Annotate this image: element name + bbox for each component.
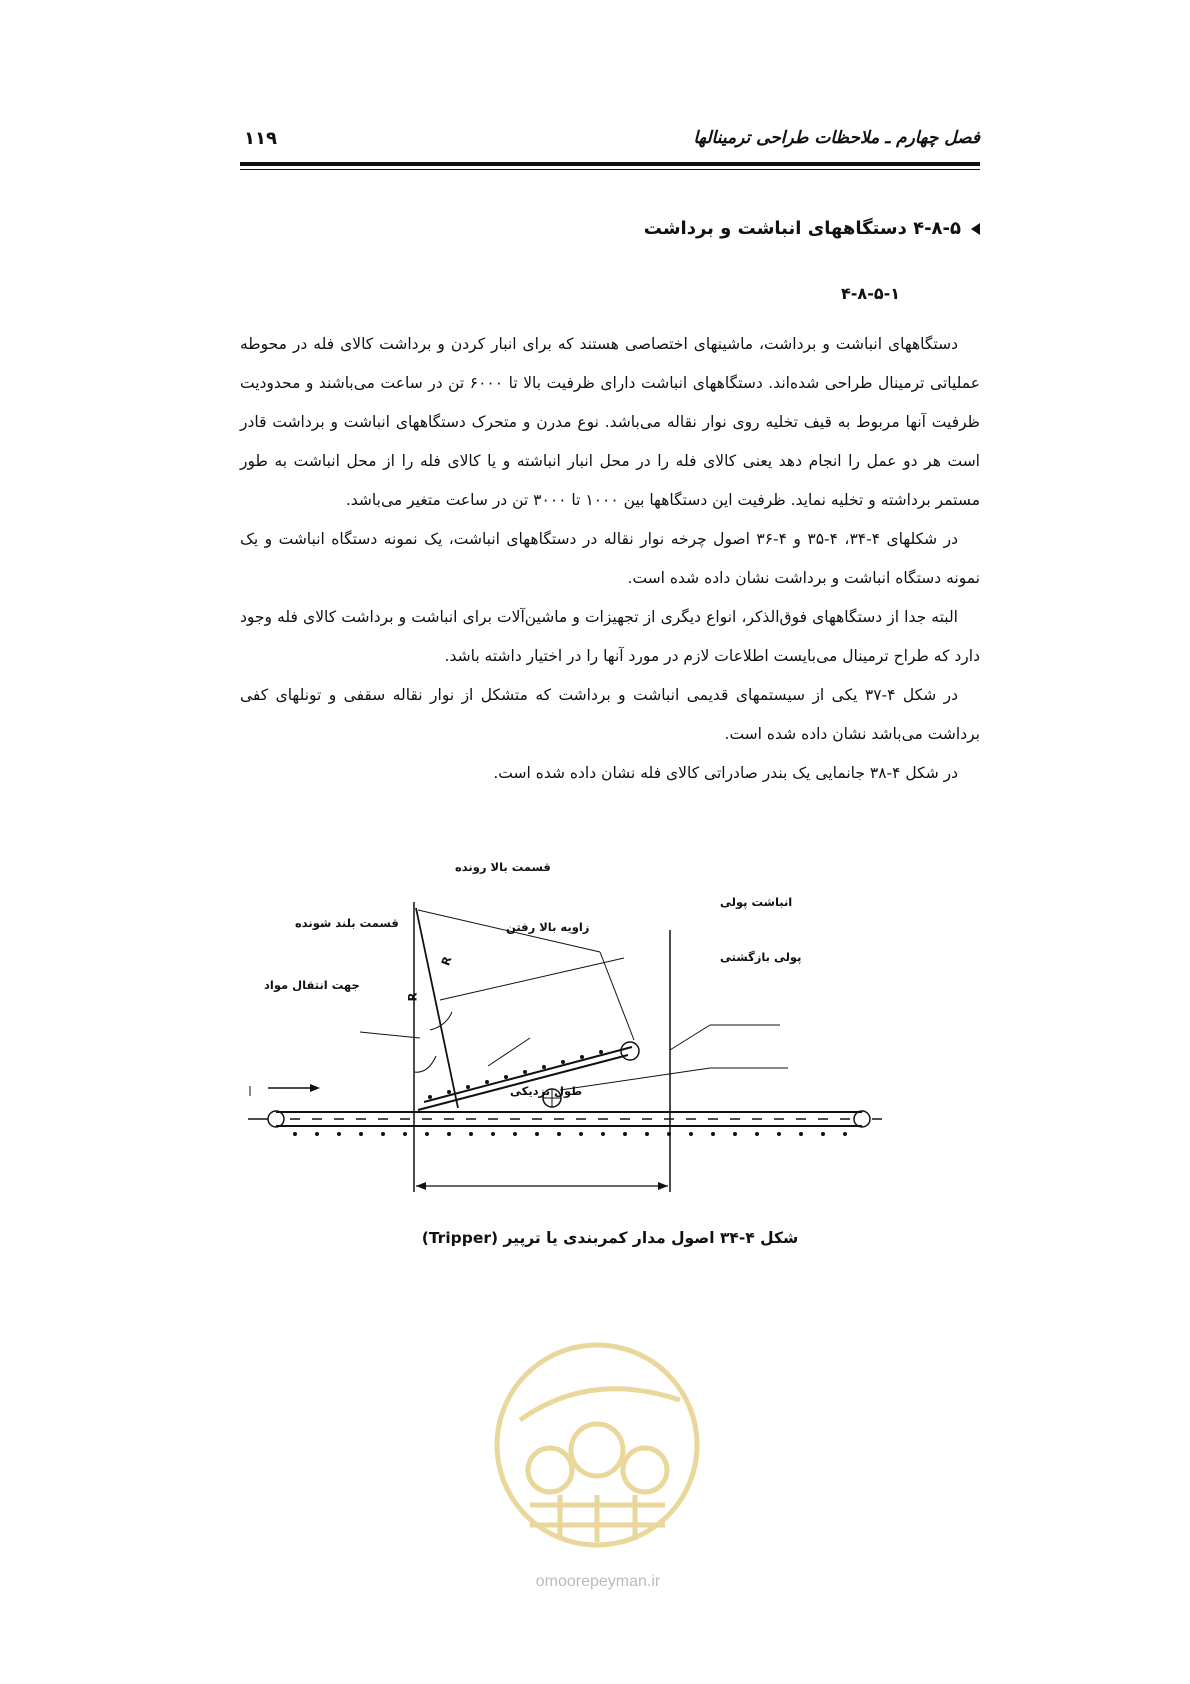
- tripper-figure: [240, 860, 980, 1210]
- paragraph-2: در شکلهای ۴-۳۴، ۴-۳۵ و ۴-۳۶ اصول چرخه نوار نقاله در دستگاههای انباشت، یک نمونه دستگاه انباشت و یک نمونه دستگاه انباشت و برداشت نشان داده شده است.: [240, 530, 980, 587]
- incline-dot: [561, 1060, 565, 1064]
- belt-dot: [755, 1132, 759, 1136]
- chapter-title: فصل چهارم ـ ملاحظات طراحی ترمینالها: [693, 128, 980, 148]
- belt-dot: [601, 1132, 605, 1136]
- header-rule-thick: [240, 162, 980, 166]
- watermark-text: omoorepeyman.ir: [535, 1573, 661, 1590]
- belt-dot: [777, 1132, 781, 1136]
- upper-arrow-line: [440, 958, 624, 1000]
- belt-dot: [535, 1132, 539, 1136]
- belt-dot: [557, 1132, 561, 1136]
- belt-dot: [711, 1132, 715, 1136]
- paragraph-4: در شکل ۴-۳۷ یکی از سیستمهای قدیمی انباشت و برداشت که متشکل از نوار نقاله سقفی و تونلهای کفی برداشت می‌باشد نشان داده شده است.: [240, 686, 980, 743]
- belt-dot: [623, 1132, 627, 1136]
- label-upper-part: قسمت بالا رونده: [455, 860, 551, 874]
- body-text: [240, 325, 980, 793]
- incline-dot: [542, 1065, 546, 1069]
- incline-dot: [599, 1050, 603, 1054]
- return-pulley-leader: [560, 1068, 710, 1090]
- belt-dot: [469, 1132, 473, 1136]
- belt-dot: [645, 1132, 649, 1136]
- stack-pulley-circle: [621, 1042, 639, 1060]
- belt-dot: [491, 1132, 495, 1136]
- paragraph-1: دستگاههای انباشت و برداشت، ماشینهای اختصاصی هستند که برای انبار کردن و برداشت کالای فله در محوطه عملیاتی ترمینال طراحی شده‌اند. دستگاههای انباشت دارای ظرفیت بالا تا ۶۰۰۰ تن در ساعت می‌باشند و محدودیت ظرفیت آنها مربوط به قیف تخلیه روی نوار نقاله می‌باشد. نوع مدرن و متحرک دستگاههای انباشت و برداشت قادر است هر دو عمل را انجام دهد یعنی کالای فله را در محل انبار انباشته و یا کالای فله را از محل انباشت به طور مستمر برداشته و تخلیه نماید. ظرفیت این دستگاهها بین ۱۰۰۰ تا ۳۰۰۰ تن در ساعت متغیر می‌باشد.: [240, 335, 980, 509]
- incline-dot: [504, 1075, 508, 1079]
- belt-dot: [381, 1132, 385, 1136]
- section-heading-text: ۴-۸-۵ دستگاههای انباشت و برداشت: [643, 218, 961, 239]
- belt-dot: [843, 1132, 847, 1136]
- belt-dot: [579, 1132, 583, 1136]
- incline-dot: [523, 1070, 527, 1074]
- label-material-direction: جهت انتقال مواد: [264, 978, 360, 992]
- incline-dot: [447, 1090, 451, 1094]
- incline-dot: [428, 1095, 432, 1099]
- belt-dot: [359, 1132, 363, 1136]
- angle-leader: [488, 1038, 530, 1066]
- paragraph-3: البته جدا از دستگاههای فوق‌الذکر، انواع دیگری از تجهیزات و ماشین‌آلات برای انباشت و برداشت کالای فله وجود دارد که طراح ترمینال می‌بایست اطلاعات لازم در مورد آنها را در اختیار داشته باشد.: [240, 608, 980, 665]
- incline-dot: [485, 1080, 489, 1084]
- belt-dot: [689, 1132, 693, 1136]
- watermark-logo: [490, 1330, 705, 1560]
- belt-dot: [403, 1132, 407, 1136]
- tripper-diagram: [240, 890, 980, 1210]
- head-pulley: [854, 1111, 870, 1127]
- section-heading: [644, 218, 980, 239]
- tail-pulley: [268, 1111, 284, 1127]
- belt-dot: [293, 1132, 297, 1136]
- belt-dot: [425, 1132, 429, 1136]
- page-number: ۱۱۹: [244, 128, 277, 149]
- section-arrow-icon: [971, 223, 980, 235]
- label-rise-angle: زاویه بالا رفتن: [506, 920, 590, 934]
- upper-part-left: [416, 908, 458, 1108]
- paragraph-5: در شکل ۴-۳۸ جانمایی یک بندر صادراتی کالای فله نشان داده شده است.: [493, 764, 958, 782]
- stack-pulley-leader: [670, 1025, 710, 1050]
- belt-dot: [799, 1132, 803, 1136]
- label-r1: R: [405, 992, 420, 1002]
- belt-dot: [733, 1132, 737, 1136]
- belt-dot: [337, 1132, 341, 1136]
- belt-dot: [821, 1132, 825, 1136]
- belt-dot: [447, 1132, 451, 1136]
- label-approach-length: طول نزدیکی: [510, 1084, 583, 1098]
- label-r2: R: [438, 954, 455, 968]
- label-rising-part: قسمت بلند شونده: [295, 916, 399, 930]
- incline-dot: [580, 1055, 584, 1059]
- belt-dot: [315, 1132, 319, 1136]
- header-rule-thin: [240, 169, 980, 170]
- figure-caption: شکل ۴-۳۴ اصول مدار کمربندی یا ترپیر (Tripper): [421, 1229, 799, 1247]
- subsection-number: ۴-۸-۵-۱: [841, 284, 900, 303]
- belt-dot: [513, 1132, 517, 1136]
- incline-dot: [466, 1085, 470, 1089]
- page-header: [240, 128, 980, 152]
- label-stack-pulley: انباشت پولی: [720, 895, 793, 909]
- belt-dot: [667, 1132, 671, 1136]
- label-return-pulley: پولی بازگشتی: [720, 950, 802, 964]
